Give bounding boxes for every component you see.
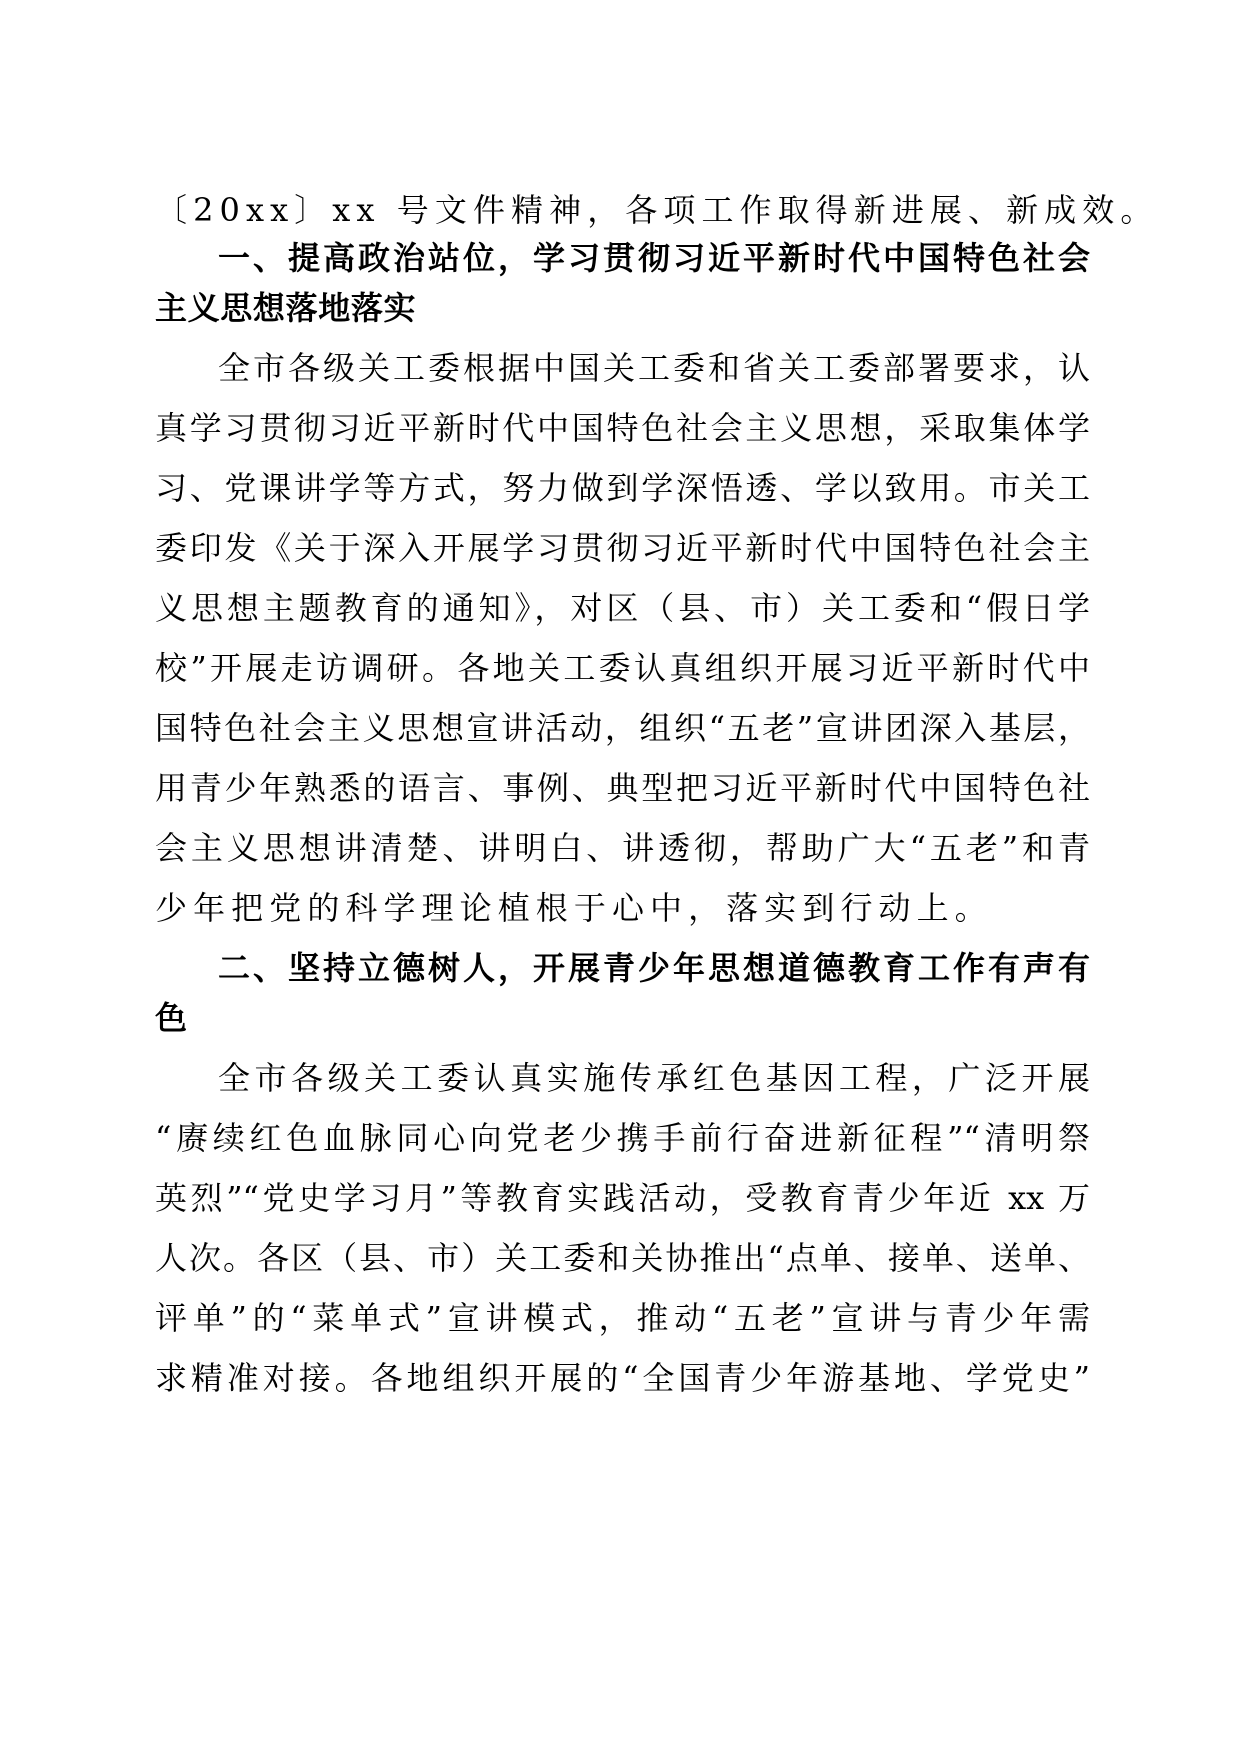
- section-heading-line: 色: [155, 999, 188, 1037]
- section-heading-line: 一、提高政治站位，学习贯彻习近平新时代中国特色社会: [218, 239, 1090, 277]
- paragraph-line: 委印发《关于深入开展学习贯彻习近平新时代中国特色社会主: [155, 529, 1090, 567]
- paragraph-line: “赓续红色血脉同心向党老少携手前行奋进新征程”“清明祭: [155, 1119, 1090, 1157]
- paragraph-line: 求精准对接。各地组织开展的“全国青少年游基地、学党史”: [155, 1359, 1090, 1397]
- paragraph-line: 人次。各区（县、市）关工委和关协推出“点单、接单、送单、: [155, 1239, 1090, 1277]
- paragraph-line: 全市各级关工委认真实施传承红色基因工程，广泛开展: [218, 1059, 1090, 1097]
- paragraph-line: 〔20xx〕xx 号文件精神，各项工作取得新进展、新成效。: [155, 191, 1159, 229]
- section-heading-line: 主义思想落地落实: [155, 289, 417, 327]
- paragraph-line: 用青少年熟悉的语言、事例、典型把习近平新时代中国特色社: [155, 769, 1090, 807]
- paragraph-line: 义思想主题教育的通知》，对区（县、市）关工委和“假日学: [155, 589, 1090, 627]
- section-heading-line: 二、坚持立德树人，开展青少年思想道德教育工作有声有: [218, 949, 1090, 987]
- paragraph-line: 国特色社会主义思想宣讲活动，组织“五老”宣讲团深入基层，: [155, 709, 1090, 747]
- paragraph-line: 少年把党的科学理论植根于心中，落实到行动上。: [155, 889, 993, 927]
- paragraph-line: 校”开展走访调研。各地关工委认真组织开展习近平新时代中: [155, 649, 1090, 687]
- paragraph-line: 会主义思想讲清楚、讲明白、讲透彻，帮助广大“五老”和青: [155, 829, 1090, 867]
- paragraph-line: 全市各级关工委根据中国关工委和省关工委部署要求，认: [218, 349, 1090, 387]
- paragraph-line: 评单”的“菜单式”宣讲模式，推动“五老”宣讲与青少年需: [155, 1299, 1090, 1337]
- paragraph-line: 真学习贯彻习近平新时代中国特色社会主义思想，采取集体学: [155, 409, 1090, 447]
- paragraph-line: 英烈”“党史学习月”等教育实践活动，受教育青少年近 xx 万: [155, 1179, 1090, 1217]
- paragraph-line: 习、党课讲学等方式，努力做到学深悟透、学以致用。市关工: [155, 469, 1090, 507]
